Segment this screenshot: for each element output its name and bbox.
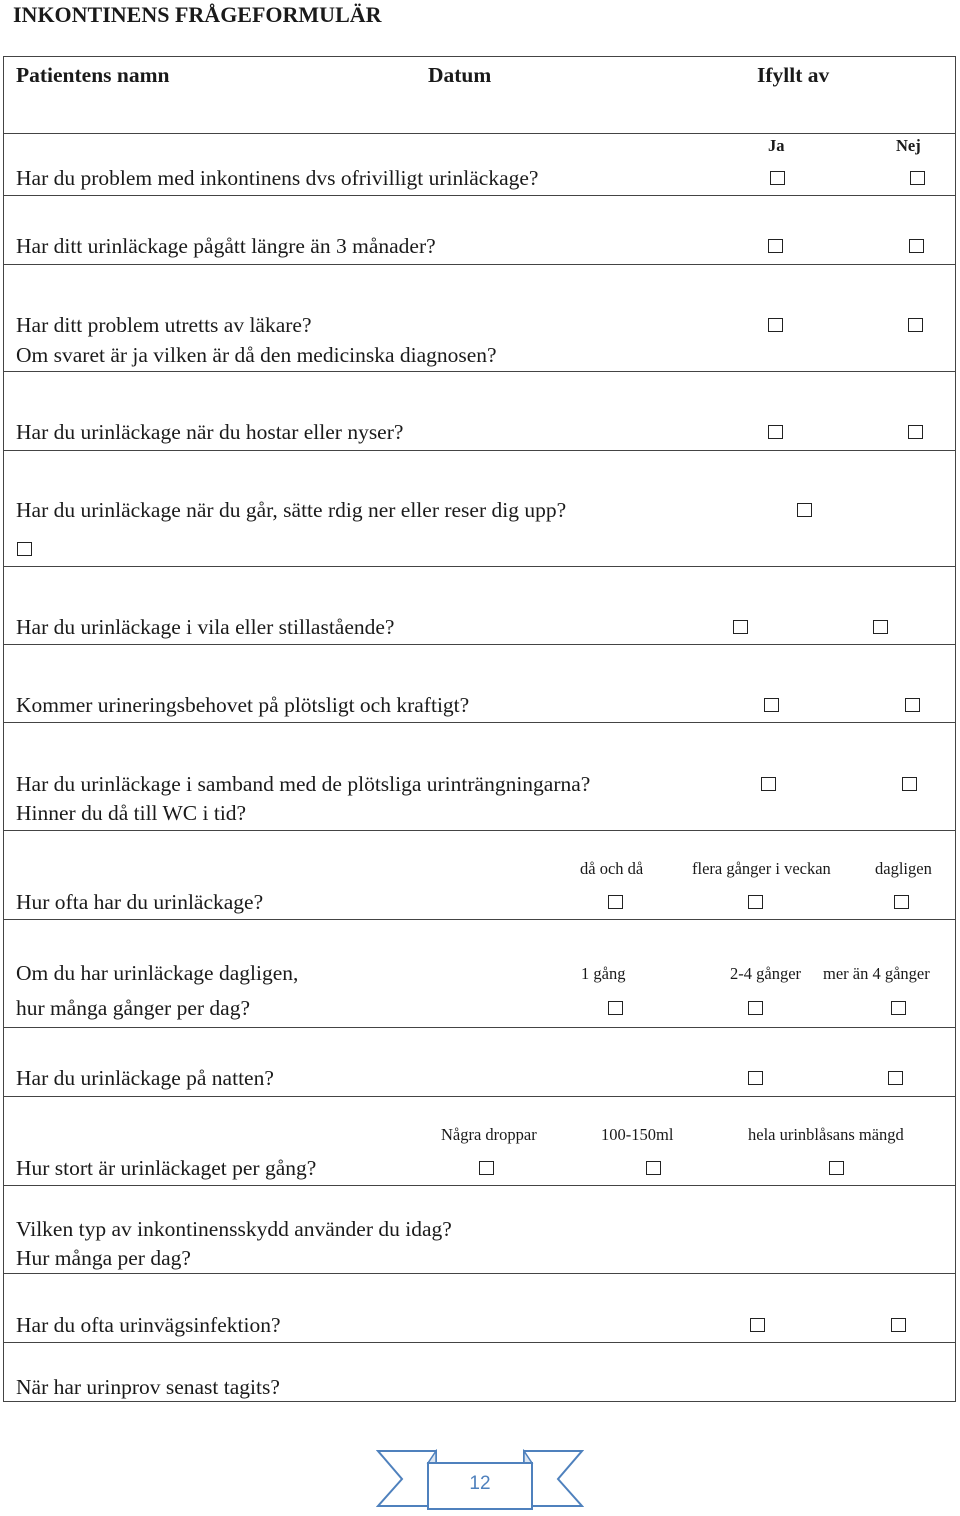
amount-option-label: Några droppar (441, 1125, 537, 1144)
question-13: Vilken typ av inkontinensskydd använder du idag? (16, 1217, 452, 1241)
question-15: När har urinprov senast tagits? (16, 1375, 280, 1399)
row-divider (4, 195, 955, 196)
row-divider (4, 1096, 955, 1097)
amount-option-label: hela urinblåsans mängd (748, 1125, 904, 1144)
row-divider (4, 830, 955, 831)
count-option-label: 2-4 gånger (730, 964, 802, 983)
q11-yes-checkbox[interactable] (748, 1071, 763, 1085)
patient-name-label: Patientens namn (16, 63, 170, 87)
question-12: Hur stort är urinläckaget per gång? (16, 1156, 317, 1180)
q8-yes-checkbox[interactable] (761, 777, 776, 791)
q2-yes-checkbox[interactable] (768, 239, 783, 253)
q1-yes-checkbox[interactable] (770, 171, 785, 185)
q4-yes-checkbox[interactable] (768, 425, 783, 439)
frequency-option-label: då och då (580, 859, 644, 878)
row-divider (4, 264, 955, 265)
q10-option-2-checkbox[interactable] (748, 1001, 763, 1015)
row-divider (4, 919, 955, 920)
q8-no-checkbox[interactable] (902, 777, 917, 791)
question-1: Har du problem med inkontinens dvs ofrivilligt urinläckage? (16, 166, 539, 190)
row-divider (4, 1185, 955, 1186)
q11-no-checkbox[interactable] (888, 1071, 903, 1085)
page-number-ribbon (376, 1449, 584, 1511)
q6-no-checkbox[interactable] (873, 620, 888, 634)
row-divider (4, 1273, 955, 1274)
question-8: Har du urinläckage i samband med de plötsliga urinträngningarna? (16, 772, 591, 796)
question-3-followup: Om svaret är ja vilken är då den medicinska diagnosen? (16, 343, 497, 367)
q10-option-1-checkbox[interactable] (608, 1001, 623, 1015)
q10-option-3-checkbox[interactable] (891, 1001, 906, 1015)
date-label: Datum (428, 63, 492, 87)
form-title: INKONTINENS FRÅGEFORMULÄR (13, 2, 382, 27)
row-divider (4, 133, 955, 134)
question-10: Om du har urinläckage dagligen, (16, 961, 299, 985)
question-4: Har du urinläckage när du hostar eller nyser? (16, 420, 404, 444)
amount-option-label: 100-150ml (601, 1125, 674, 1144)
no-label: Nej (896, 136, 921, 155)
q7-no-checkbox[interactable] (905, 698, 920, 712)
filled-by-label: Ifyllt av (757, 63, 830, 87)
count-option-label: 1 gång (581, 964, 626, 983)
q12-option-3-checkbox[interactable] (829, 1161, 844, 1175)
question-2: Har ditt urinläckage pågått längre än 3 månader? (16, 234, 436, 258)
q7-yes-checkbox[interactable] (764, 698, 779, 712)
row-divider (4, 722, 955, 723)
question-3: Har ditt problem utretts av läkare? (16, 313, 312, 337)
questionnaire-table (3, 56, 956, 1402)
q9-option-2-checkbox[interactable] (748, 895, 763, 909)
question-13-followup: Hur många per dag? (16, 1246, 191, 1270)
q12-option-1-checkbox[interactable] (479, 1161, 494, 1175)
question-6: Har du urinläckage i vila eller stillastående? (16, 615, 395, 639)
q2-no-checkbox[interactable] (909, 239, 924, 253)
q3-yes-checkbox[interactable] (768, 318, 783, 332)
q6-yes-checkbox[interactable] (733, 620, 748, 634)
frequency-option-label: dagligen (875, 859, 932, 878)
question-8-followup: Hinner du då till WC i tid? (16, 801, 247, 825)
q12-option-2-checkbox[interactable] (646, 1161, 661, 1175)
question-9: Hur ofta har du urinläckage? (16, 890, 264, 914)
q14-yes-checkbox[interactable] (750, 1318, 765, 1332)
q1-no-checkbox[interactable] (910, 171, 925, 185)
row-divider (4, 644, 955, 645)
q5-no-checkbox[interactable] (17, 542, 32, 556)
question-11: Har du urinläckage på natten? (16, 1066, 274, 1090)
question-10-followup: hur många gånger per dag? (16, 996, 251, 1020)
row-divider (4, 566, 955, 567)
q14-no-checkbox[interactable] (891, 1318, 906, 1332)
page-number: 12 (469, 1473, 491, 1494)
question-7: Kommer urineringsbehovet på plötsligt och kraftigt? (16, 693, 470, 717)
yes-label: Ja (768, 136, 785, 155)
row-divider (4, 371, 955, 372)
question-14: Har du ofta urinvägsinfektion? (16, 1313, 281, 1337)
row-divider (4, 1027, 955, 1028)
q3-no-checkbox[interactable] (908, 318, 923, 332)
q5-yes-checkbox[interactable] (797, 503, 812, 517)
q9-option-3-checkbox[interactable] (894, 895, 909, 909)
row-divider (4, 1342, 955, 1343)
frequency-option-label: flera gånger i veckan (692, 859, 831, 878)
q4-no-checkbox[interactable] (908, 425, 923, 439)
question-5: Har du urinläckage när du går, sätte rdig ner eller reser dig upp? (16, 498, 567, 522)
row-divider (4, 450, 955, 451)
q9-option-1-checkbox[interactable] (608, 895, 623, 909)
count-option-label: mer än 4 gånger (823, 964, 930, 983)
